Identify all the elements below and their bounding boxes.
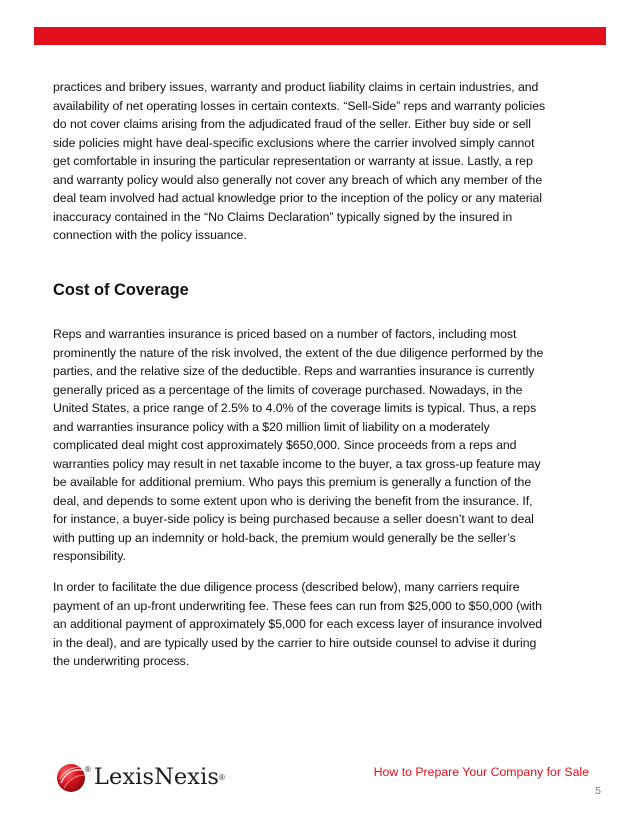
footer-document-title: How to Prepare Your Company for Sale <box>373 765 589 779</box>
registered-mark: ® <box>219 772 225 782</box>
text-line: with putting up an indemnity or hold-back, the premium would generally be the seller’s <box>53 530 516 545</box>
text-line: be available for additional premium. Who pays this premium is generally a function of the <box>53 475 532 489</box>
text-line: an additional payment of approximately $5,000 for each excess layer of insurance involved <box>53 617 543 631</box>
text-line: United States, a price range of 2.5% to 4.0% of the coverage limits is typical. Thus, a reps <box>53 401 537 415</box>
registered-mark: ® <box>85 764 91 774</box>
text-line: availability of net operating losses in certain contexts. “Sell-Side” reps and warranty policies <box>53 98 546 113</box>
text-line: parties, and the relative size of the deductible. Reps and warranties insurance is currently <box>53 364 535 378</box>
text-line: deal team involved had actual knowledge prior to the inception of the policy or any material <box>53 191 542 205</box>
text-line: prominently the nature of the risk involved, the extent of the due diligence performed by the <box>53 345 544 360</box>
text-line: and warranty policy would also generally not cover any breach of which any member of the <box>53 172 543 187</box>
text-line: do not cover claims arising from the adjudicated fraud of the seller. Either buy side or sell <box>53 117 531 131</box>
text-line: warranties policy may result in net taxable income to the buyer, a tax gross-up feature may <box>53 456 541 471</box>
text-line: inaccuracy contained in the “No Claims Declaration” typically signed by the insured in <box>53 209 513 224</box>
text-line: for instance, a buyer-side policy is being purchased because a seller doesn’t want to deal <box>53 512 534 526</box>
text-line: In order to facilitate the due diligence process (described below), many carriers require <box>53 580 520 594</box>
text-line: and warranties insurance policy with a $20 million limit of liability on a moderately <box>53 419 490 434</box>
text-line: connection with the policy issuance. <box>53 228 247 242</box>
page-number: 5 <box>595 785 601 797</box>
text-line: payment of an up-front underwriting fee. These fees can run from $25,000 to $50,000 (with <box>53 598 542 613</box>
text-line: responsibility. <box>53 549 126 563</box>
text-line: in the deal), and are typically used by the carrier to hire outside counsel to advise it during <box>53 635 537 650</box>
lexisnexis-globe-icon <box>55 761 87 793</box>
header-accent-bar <box>34 27 606 45</box>
section-heading: Cost of Coverage <box>53 281 189 299</box>
logo-wordmark: LexisNexis <box>93 764 220 790</box>
text-line: the underwriting process. <box>53 654 190 668</box>
text-line: deal, and depends to some extent upon who is deriving the benefit from the insurance. If, <box>53 493 533 508</box>
paragraph-exclusions <box>53 78 545 245</box>
text-line: generally priced as a percentage of the limits of coverage purchased. Nowadays, in the <box>53 382 523 397</box>
text-line: practices and bribery issues, warranty and product liability claims in certain industries, and <box>53 80 539 94</box>
text-line: get comfortable in insuring the particular representation or warranty at issue. Lastly, a rep <box>53 154 533 168</box>
text-line: side policies might have deal-specific exclusions where the carrier involved simply cannot <box>53 135 535 150</box>
lexisnexis-logo <box>55 760 225 794</box>
text-line: Reps and warranties insurance is priced based on a number of factors, including most <box>53 327 517 341</box>
paragraph-pricing <box>53 325 543 566</box>
text-line: complicated deal might cost approximately $650,000. Since proceeds from a reps and <box>53 438 517 452</box>
paragraph-underwriting-fee <box>53 578 542 671</box>
